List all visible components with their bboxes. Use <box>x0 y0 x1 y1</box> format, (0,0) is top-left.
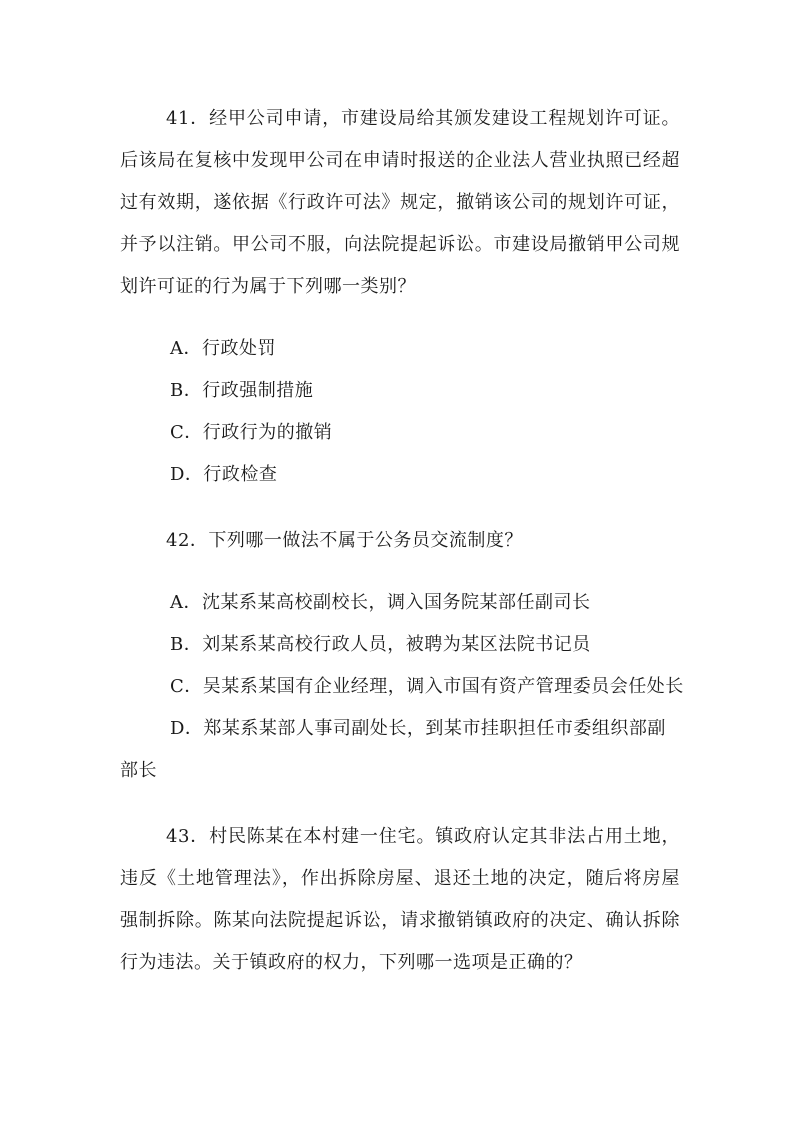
question-42-options <box>120 582 684 792</box>
question-41-options <box>120 328 680 496</box>
question-42-option-c: C．吴某系某国有企业经理，调入市国有资产管理委员会任处长 <box>170 676 684 697</box>
question-42-stem: 42．下列哪一做法不属于公务员交流制度？ <box>166 530 523 551</box>
question-42-option-a: A．沈某系某高校副校长，调入国务院某部任副司长 <box>170 592 591 613</box>
document-page <box>120 98 684 984</box>
question-41-option-d: D．行政检查 <box>170 464 278 485</box>
question-43-stem: 43．村民陈某在本村建一住宅。镇政府认定其非法占用土地，违反《土地管理法》，作出拆除房屋、退还土地的决定，随后将房屋强制拆除。陈某向法院提起诉讼，请求撤销镇政府的决定、确认拆除行为违法。关于镇政府的权力，下列哪一选项是正确的？ <box>120 826 680 973</box>
question-41-option-b: B．行政强制措施 <box>170 380 314 401</box>
question-41-option-a: A．行政处罚 <box>170 338 276 359</box>
question-42-option-d: D．郑某系某部人事司副处长，到某市挂职担任市委组织部副部长 <box>120 718 666 781</box>
question-41-stem: 41．经甲公司申请，市建设局给其颁发建设工程规划许可证。后该局在复核中发现甲公司在申请时报送的企业法人营业执照已经超过有效期，遂依据《行政许可法》规定，撤销该公司的规划许可证，并予以注销。甲公司不服，向法院提起诉讼。市建设局撤销甲公司规划许可证的行为属于下列哪一类别？ <box>120 108 680 297</box>
question-42-option-b: B．刘某系某高校行政人员，被聘为某区法院书记员 <box>170 634 591 655</box>
question-41-option-c: C．行政行为的撤销 <box>170 422 333 443</box>
